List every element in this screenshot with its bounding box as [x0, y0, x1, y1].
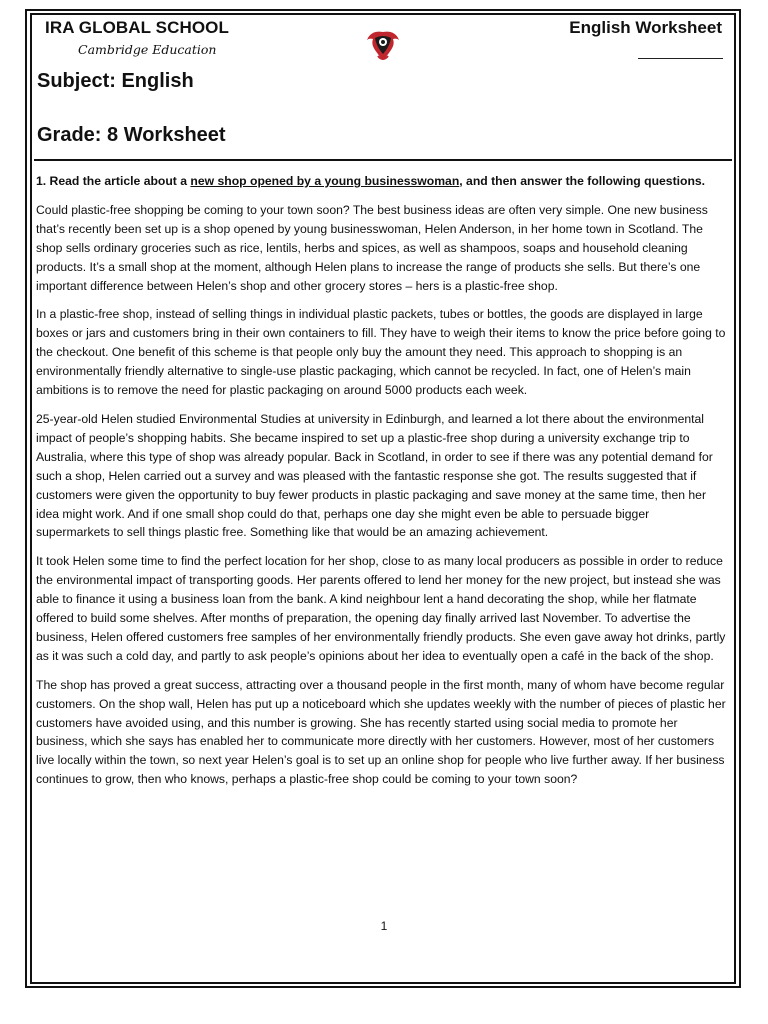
page-number: 1: [380, 919, 388, 933]
article-paragraph-3: 25-year-old Helen studied Environmental Studies at university in Edinburgh, and learned a lot there about the environmental impact of people’s shopping habits. She became inspired to set up a plastic-free shop during a university exchange trip to Australia, where this type of shop was already popular. Back in Scotland, in order to see if there was any potential demand for such a shop, Helen carried out a survey and was pleased with the fantastic response she got. The results suggested that if customers were given the opportunity to buy fewer products in plastic packaging and save money at the same time, then her idea might work. And if one small shop could do that, perhaps one day she might even be able to persuade bigger supermarkets to sell things plastic free. Something like that would be an amazing achievement.: [36, 411, 713, 540]
article-paragraph-2: In a plastic-free shop, instead of selling things in individual plastic packets, tubes or bottles, the goods are displayed in large boxes or jars and customers bring in their own containers to fill. They have to weigh their items to know the price before going to the checkout. One benefit of this scheme is that people only buy the amount they need. This approach to shopping is an environmentally friendly alternative to single-use plastic packaging, which cannot be recycled. In fact, one of Helen’s main ambitions is to remove the need for plastic packaging on around 5000 products each week.: [36, 307, 726, 398]
article-paragraph-1: Could plastic-free shopping be coming to your town soon? The best business ideas are often very simple. One new business that’s recently been set up is a shop opened by young businesswoman, Helen Anderson, in her home town in Scotland. The shop sells ordinary groceries such as rice, lentils, herbs and spices, as well as shampoos, soaps and household cleaning products. It’s a small shop at the moment, although Helen plans to increase the range of products she sells. But there’s one important difference between Helen’s shop and other grocery stores – hers is a plastic-free shop.: [36, 202, 708, 293]
question-underlined-text: new shop opened by a young businesswoman: [190, 174, 460, 188]
worksheet-body: [36, 172, 726, 799]
subject-heading: Subject: English: [37, 70, 194, 92]
question-text-post: , and then answer the following questions.: [459, 174, 706, 188]
school-name: IRA GLOBAL SCHOOL: [45, 18, 229, 37]
question-text-pre: 1. Read the article about a: [36, 174, 191, 188]
grade-heading: Grade: 8 Worksheet: [37, 124, 226, 146]
article-paragraph-5: The shop has proved a great success, attracting over a thousand people in the first month, many of whom have become regular customers. On the shop wall, Helen has put up a noticeboard which she updates weekly with the number of pieces of plastic her customers have avoided using, and this number is growing. She has recently started using social media to promote her business, which she says has enabled her to communicate more directly with her customers. However, most of her customers live locally within the town, so next year Helen’s goal is to set up an online shop for people who live further away. If her business continues to grow, then who knows, perhaps a plastic-free shop could be coming to your town soon?: [36, 677, 726, 787]
worksheet-title: English Worksheet: [569, 18, 722, 37]
school-crest-icon: [363, 26, 403, 66]
name-blank-line: [638, 58, 723, 59]
question-instruction: [36, 172, 726, 191]
header-divider: [34, 159, 732, 161]
school-subtitle: Cambridge Education: [78, 42, 217, 57]
article-paragraph-4: It took Helen some time to find the perfect location for her shop, close to as many local producers as possible in order to reduce the environmental impact of transporting goods. Her parents offered to lend her money for the new project, but instead she was able to finance it using a business loan from the bank. A kind neighbour lent a hand decorating the shop, while her flatmate offered to build some shelves. After months of preparation, the opening day finally arrived last November. To advertise the business, Helen offered customers free samples of her environmentally friendly products. She even gave away hot drinks, partly as it was such a cold day, and partly to ask people’s opinions about her idea to eventually open a café in the back of the shop.: [36, 554, 726, 663]
